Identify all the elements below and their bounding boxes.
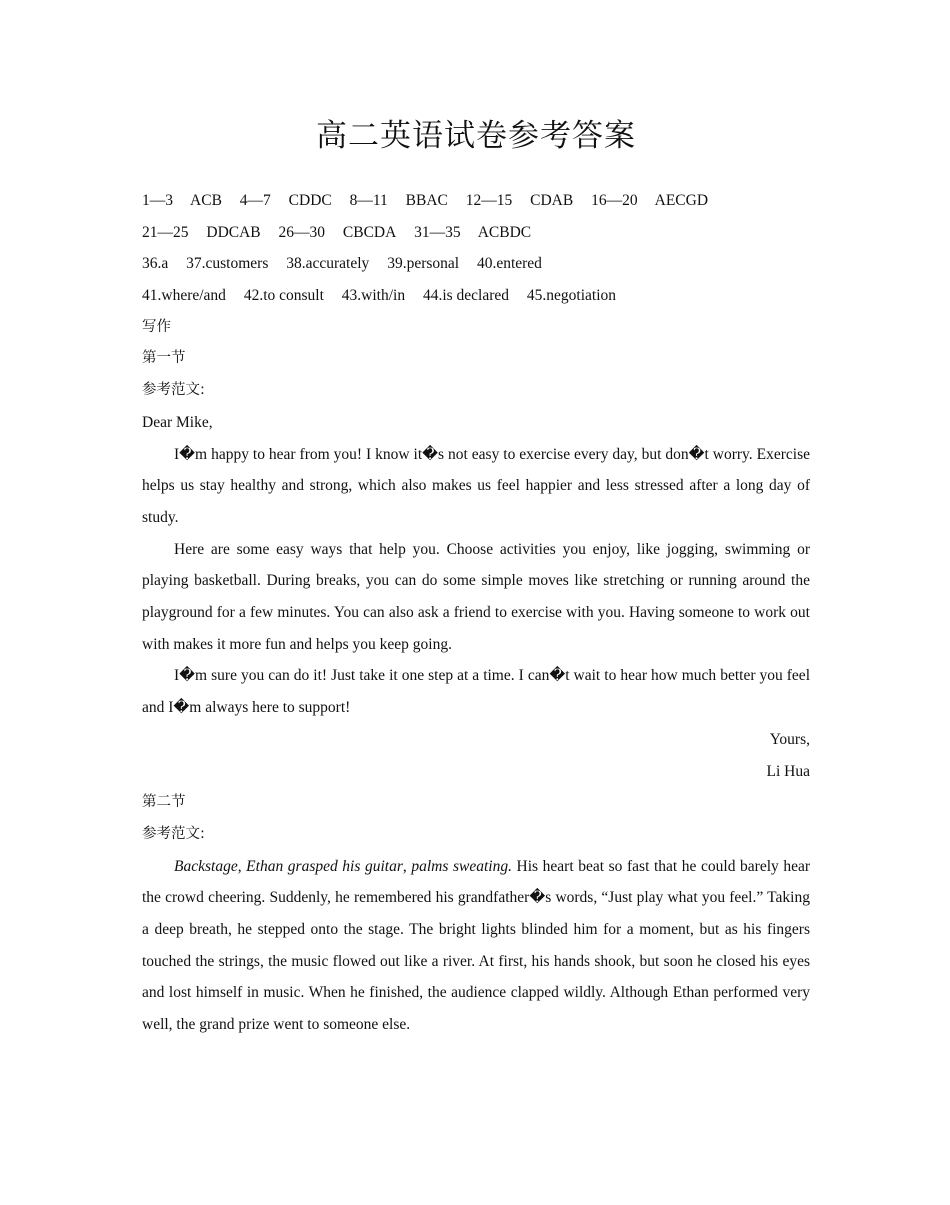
answer-item: 36.a bbox=[142, 255, 169, 273]
answer-range: 26—30 bbox=[278, 223, 326, 241]
answer-item: 45.negotiation bbox=[526, 287, 617, 305]
answer-item: 44.is declared bbox=[422, 287, 510, 305]
story-intro-backstage: Backstage bbox=[174, 857, 238, 875]
letter-signature: Li Hua bbox=[766, 762, 810, 780]
letter-closing: Yours, bbox=[769, 730, 810, 748]
answer-range: 12—15 bbox=[465, 192, 513, 209]
answer-key: ACBDC bbox=[477, 223, 532, 241]
letter-paragraph-1: I�m happy to hear from you! I know it�s not easy to exercise every day, but don�t worry. Exercise helps us stay healthy and strong, which also makes us feel happier and less stressed after a long day of study. bbox=[142, 445, 810, 526]
answer-item: 40.entered bbox=[476, 255, 542, 273]
answer-range: 1—3 bbox=[142, 192, 173, 209]
answer-row-3 bbox=[142, 248, 810, 280]
answer-key: CBCDA bbox=[342, 223, 397, 241]
story-intro-separator: , bbox=[402, 857, 412, 875]
answer-row-2 bbox=[142, 217, 810, 249]
answer-key: CDAB bbox=[530, 192, 574, 209]
page-title: 高二英语试卷参考答案 bbox=[316, 118, 636, 154]
story-body: His heart beat so fast that he could barely hear the crowd cheering. Suddenly, he remembered his grandfather�s words, “Just play what you feel.” Taking a deep breath, he stepped onto the stage. The bright lights blinded him for a moment, but as his fingers touched the strings, the music flowed out like a river. At first, his hands shook, but soon he closed his eyes and lost himself in music. When he finished, the audience clapped wildly. Although Ethan performed very well, the grand prize went to someone else. bbox=[142, 857, 811, 1034]
story-intro-separator: , bbox=[237, 857, 247, 875]
section-1-sample-label: 参考范文: bbox=[142, 382, 205, 399]
answer-key: DDCAB bbox=[206, 223, 261, 241]
story-intro-guitar: Ethan grasped his guitar bbox=[246, 857, 403, 875]
answer-key: BBAC bbox=[405, 192, 448, 209]
section-2-label: 第二节 bbox=[142, 794, 186, 811]
letter-paragraph-2: Here are some easy ways that help you. Choose activities you enjoy, like jogging, swimming or playing basketball. During breaks, you can do some simple moves like stretching or running around the playground for a few minutes. You can also ask a friend to exercise with you. Having someone to work out with makes it more fun and helps you keep going. bbox=[142, 540, 810, 653]
answer-item: 41.where/and bbox=[142, 287, 226, 305]
answer-range: 21—25 bbox=[142, 223, 189, 241]
answer-range: 8—11 bbox=[349, 192, 388, 209]
story-paragraph bbox=[142, 851, 810, 1041]
answer-key: CDDC bbox=[288, 192, 332, 209]
letter-salutation: Dear Mike, bbox=[142, 413, 213, 431]
answer-key: AECGD bbox=[654, 192, 709, 209]
answer-range: 16—20 bbox=[591, 192, 638, 209]
answer-range: 31—35 bbox=[414, 223, 461, 241]
answer-range: 4—7 bbox=[239, 192, 271, 209]
answer-item: 43.with/in bbox=[341, 287, 406, 305]
answer-item: 38.accurately bbox=[286, 255, 370, 273]
answer-key: ACB bbox=[190, 192, 222, 209]
answer-row-1 bbox=[142, 185, 810, 217]
answer-item: 42.to consult bbox=[243, 287, 324, 305]
story-intro-palms: palms sweating. bbox=[411, 857, 512, 875]
letter-paragraph-3: I�m sure you can do it! Just take it one step at a time. I can�t wait to hear how much better you feel and I�m always here to support! bbox=[142, 667, 810, 717]
document-body bbox=[142, 185, 810, 1041]
section-2-sample-label: 参考范文: bbox=[142, 825, 205, 842]
section-1-label: 第一节 bbox=[142, 350, 186, 367]
answer-item: 37.customers bbox=[186, 255, 269, 273]
writing-heading: 写作 bbox=[142, 318, 171, 335]
answer-row-4 bbox=[142, 280, 810, 312]
answer-item: 39.personal bbox=[387, 255, 460, 273]
